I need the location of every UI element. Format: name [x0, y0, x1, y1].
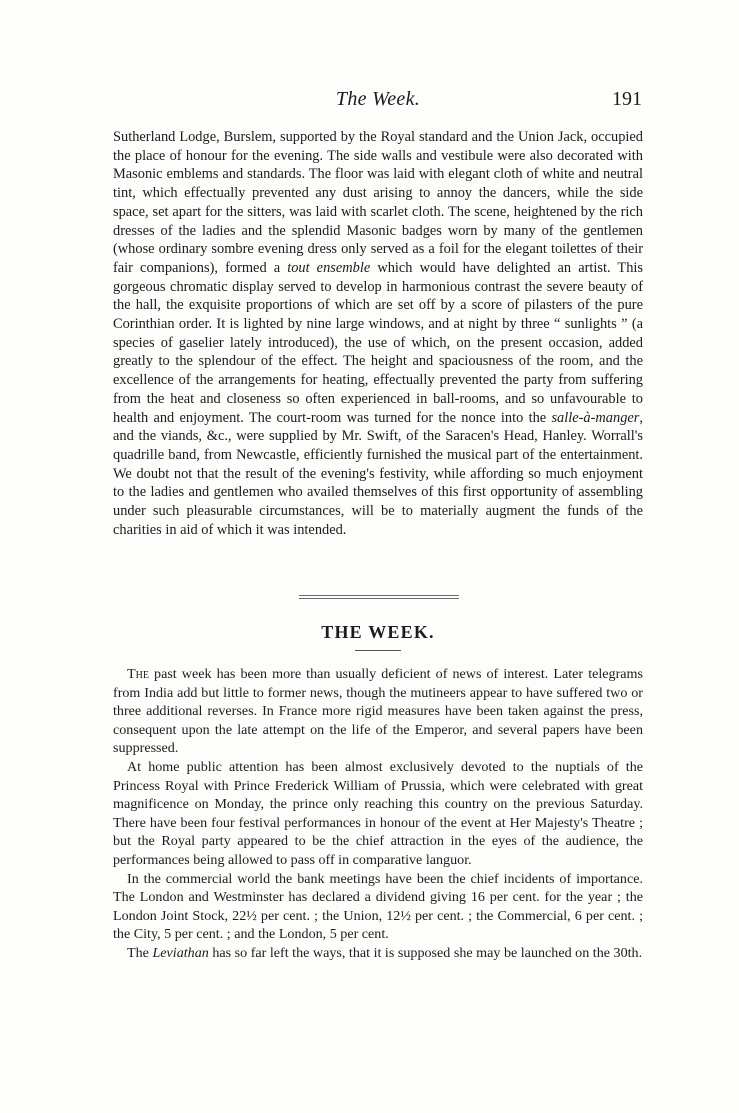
lead-word: The: [127, 666, 149, 682]
page-number: 191: [612, 88, 642, 110]
paragraph-home-news: At home public attention has been almost exclusively devoted to the nuptials of the Princess Royal with Prince Frederick William of Prussia, which were celebrated with great magnificence on Monday, the prince only reaching this country on the previous Saturday. There have been four festival performances in honour of the event at Her Majesty's Theatre ; but the Royal party appeared to be the chief attraction in the eyes of the audience, the performances being allowed to pass off in comparative languor.: [113, 758, 643, 868]
article-continuation: [113, 128, 643, 539]
section-divider: [299, 595, 459, 599]
continuation-paragraph: Sutherland Lodge, Burslem, supported by the Royal standard and the Union Jack, occupied the place of honour for the evening. The side walls and vestibule were also decorated with Masonic emblems and standards. The floor was laid with elegant cloth of white and neutral tint, which effectually prevented any dust arising to annoy the dancers, while the side space, set apart for the sitters, was laid with scarlet cloth. The scene, heightened by the rich dresses of the ladies and the splendid Masonic badges worn by many of the gentlemen (whose ordinary sombre evening dress only served as a foil for the elegant toilettes of their fair companions), formed a tout ensemble which would have delighted an artist. This gorgeous chromatic display served to develop in harmonious contrast the severe beauty of the hall, the exquisite proportions of which are set off by a score of pilasters of the pure Corinthian order. It is lighted by nine large windows, and at night by three “ sunlights ” (a species of gaselier lately introduced), the use of which, on the present occasion, added greatly to the splendour of the effect. The height and spaciousness of the room, and the excellence of the arrangements for heating, effectually prevented the party from suffering from the heat and closeness so often experienced in ball-rooms, and so unfavourable to health and enjoyment. The court-room was turned for the nonce into the salle-à-manger, and the viands, &c., were supplied by Mr. Swift, of the Saracen's Head, Hanley. Worrall's quadrille band, from Newcastle, efficiently furnished the musical part of the entertainment. We doubt not that the result of the evening's festivity, while affording so much enjoyment to the ladies and gentlemen who availed themselves of this first opportunity of assembling under such pleasurable circumstances, will be to materially augment the funds of the charities in aid of which it was intended.: [113, 129, 643, 538]
paragraph-foreign-news: The past week has been more than usually deficient of news of interest. Later telegrams from India add but little to former news, though the mutineers appear to have suffered two or three additional reverses. In France more rigid measures have been taken against the press, consequent upon the late attempt on the life of the Emperor, and several papers have been suppressed.: [113, 666, 643, 757]
title-underline: [355, 650, 401, 651]
paragraph-commercial-news: In the commercial world the bank meetings have been the chief incidents of importance. The London and Westminster has declared a dividend giving 16 per cent. for the year ; the London Joint Stock, 22½ per cent. ; the Union, 12½ per cent. ; the Commercial, 6 per cent. ; the City, 5 per cent. ; and the London, 5 per cent.: [113, 870, 643, 943]
running-title: The Week.: [335, 88, 421, 110]
paragraph-leviathan: The Leviathan has so far left the ways, that it is supposed she may be launched on the 30th.: [127, 944, 643, 961]
page-header: [114, 88, 642, 112]
the-week-section: [113, 665, 643, 963]
section-title: THE WEEK.: [321, 622, 435, 642]
